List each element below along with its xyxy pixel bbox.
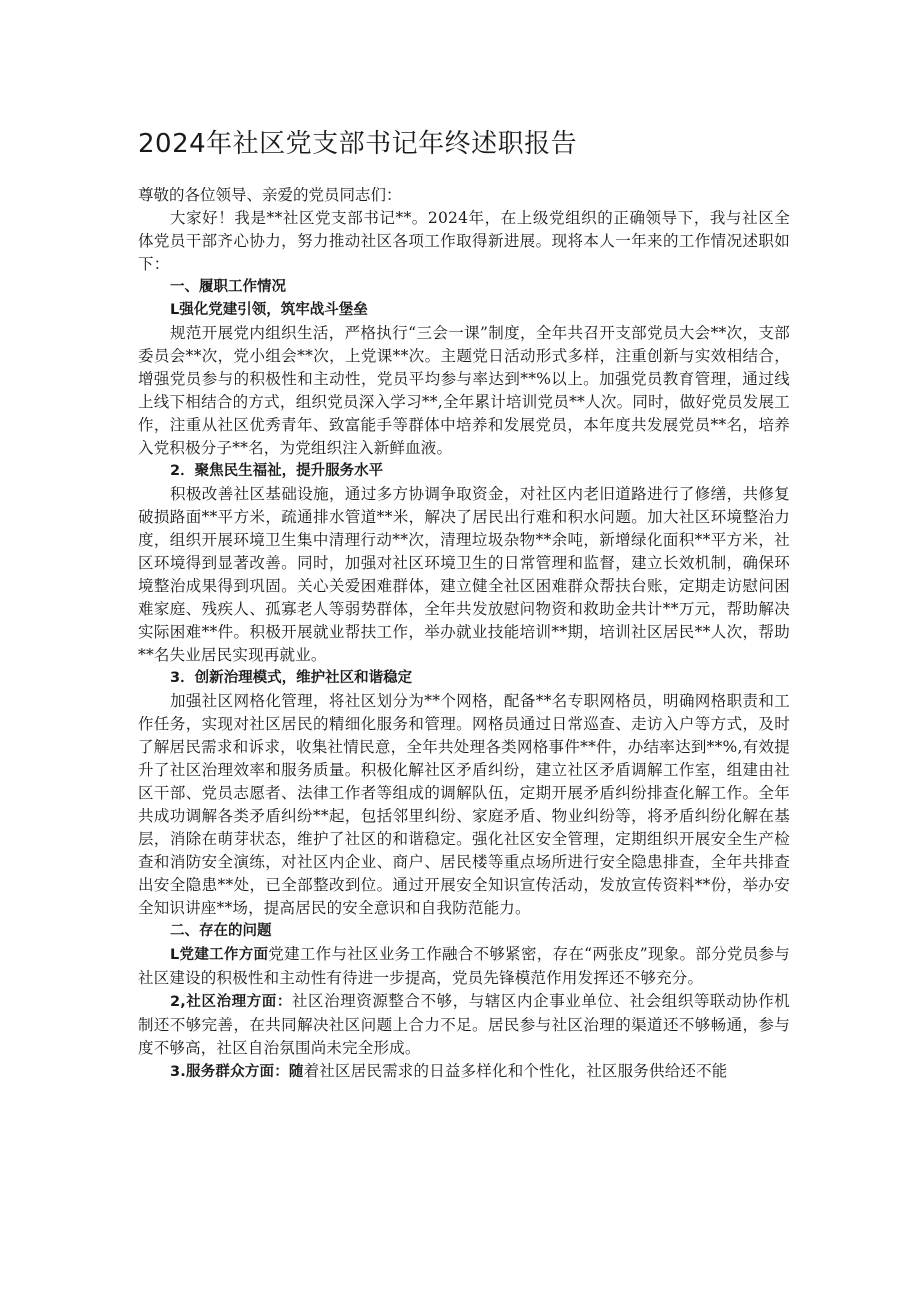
issue-text: 社区治理资源整合不够，与辖区内企事业单位、社会组织等联动协作机制还不够完善，在共同解决社区问题上合力不足。居民参与社区治理的渠道还不够畅通，参与度不够高，社区自治氛围尚未完全形成。 bbox=[138, 992, 791, 1057]
issue-community-governance bbox=[138, 990, 790, 1060]
intro-paragraph: 大家好！我是**社区党支部书记**。2024年，在上级党组织的正确领导下，我与社区全体党员干部齐心协力，努力推动社区各项工作取得新进展。现将本人一年来的工作情况述职如下： bbox=[138, 209, 790, 273]
paragraph-livelihood: 积极改善社区基础设施，通过多方协调争取资金，对社区内老旧道路进行了修缮，共修复破损路面**平方米，疏通排水管道**米，解决了居民出行难和积水问题。加大社区环境整治力度，组织开展环境卫生集中清理行动**次，清理垃圾杂物**余吨，新增绿化面积**平方米，社区环境得到显著改善。同时，加强对社区环境卫生的日常管理和监督，建立长效机制，确保环境整治成果得到巩固。关心关爱困难群体，建立健全社区困难群众帮扶台账，定期走访慰问困难家庭、残疾人、孤寡老人等弱势群体，全年共发放慰问物资和救助金共计**万元，帮助解决实际困难**件。积极开展就业帮扶工作，举办就业技能培训**期，培训社区居民**人次，帮助**名失业居民实现再就业。 bbox=[138, 485, 790, 664]
paragraph-party-building: 规范开展党内组织生活，严格执行“三会一课”制度，全年共召开支部党员大会**次，支部委员会**次，党小组会**次，上党课**次。主题党日活动形式多样，注重创新与实效相结合，增强党员参与的积极性和主动性，党员平均参与率达到**%以上。加强党员教育管理，通过线上线下相结合的方式，组织党员深入学习**,全年累计培训党员**人次。同时，做好党员发展工作，注重从社区优秀青年、致富能手等群体中培养和发展党员，本年度共发展党员**名，培养入党积极分子**名，为党组织注入新鲜血液。 bbox=[138, 324, 790, 457]
section-heading-duties: 一、履职工作情况 bbox=[170, 279, 286, 295]
section-heading-problems: 二、存在的问题 bbox=[170, 923, 272, 939]
paragraph-governance: 加强社区网格化管理，将社区划分为**个网格，配备**名专职网格员，明确网格职责和工作任务，实现对社区居民的精细化服务和管理。网格员通过日常巡查、走访入户等方式，及时了解居民需求和诉求，收集社情民意，全年共处理各类网格事件**件，办结率达到**%,有效提升了社区治理效率和服务质量。积极化解社区矛盾纠纷，建立社区矛盾调解工作室，组建由社区干部、党员志愿者、法律工作者等组成的调解队伍，定期开展矛盾纠纷排查化解工作。全年共成功调解各类矛盾纠纷**起，包括邻里纠纷、家庭矛盾、物业纠纷等，将矛盾纠纷化解在基层，消除在萌芽状态，维护了社区的和谐稳定。强化社区安全管理，定期组织开展安全生产检查和消防安全演练，对社区内企业、商户、居民楼等重点场所进行安全隐患排查，全年共排查出安全隐患**处，已全部整改到位。通过开展安全知识宣传活动，发放宣传资料**份，举办安全知识讲座**场，提高居民的安全意识和自我防范能力。 bbox=[138, 692, 790, 917]
issue-party-work bbox=[138, 943, 790, 990]
issue-text: 着社区居民需求的日益多样化和个性化，社区服务供给还不能 bbox=[303, 1062, 728, 1080]
issue-text: 党建工作与社区业务工作融合不够紧密，存在“两张皮”现象。部分党员参与社区建设的积极性和主动性有待进一步提高，党员先锋模范作用发挥还不够充分。 bbox=[138, 945, 791, 987]
subsection-heading-governance: 3．创新治理模式，维护社区和谐稳定 bbox=[170, 670, 413, 686]
report-page bbox=[138, 124, 790, 1084]
document-title: 2024年社区党支部书记年终述职报告 bbox=[138, 129, 578, 159]
issue-label: 3.服务群众方面：随 bbox=[170, 1064, 304, 1080]
issue-label: L党建工作方面 bbox=[170, 947, 269, 963]
issue-serving-residents bbox=[138, 1060, 790, 1084]
salutation: 尊敬的各位领导、亲爱的党员同志们： bbox=[138, 186, 402, 204]
subsection-heading-party-building: L强化党建引领，筑牢战斗堡垒 bbox=[170, 302, 368, 318]
subsection-heading-livelihood: 2．聚焦民生福祉，提升服务水平 bbox=[170, 463, 384, 479]
issue-label: 2,社区治理方面： bbox=[170, 994, 292, 1010]
